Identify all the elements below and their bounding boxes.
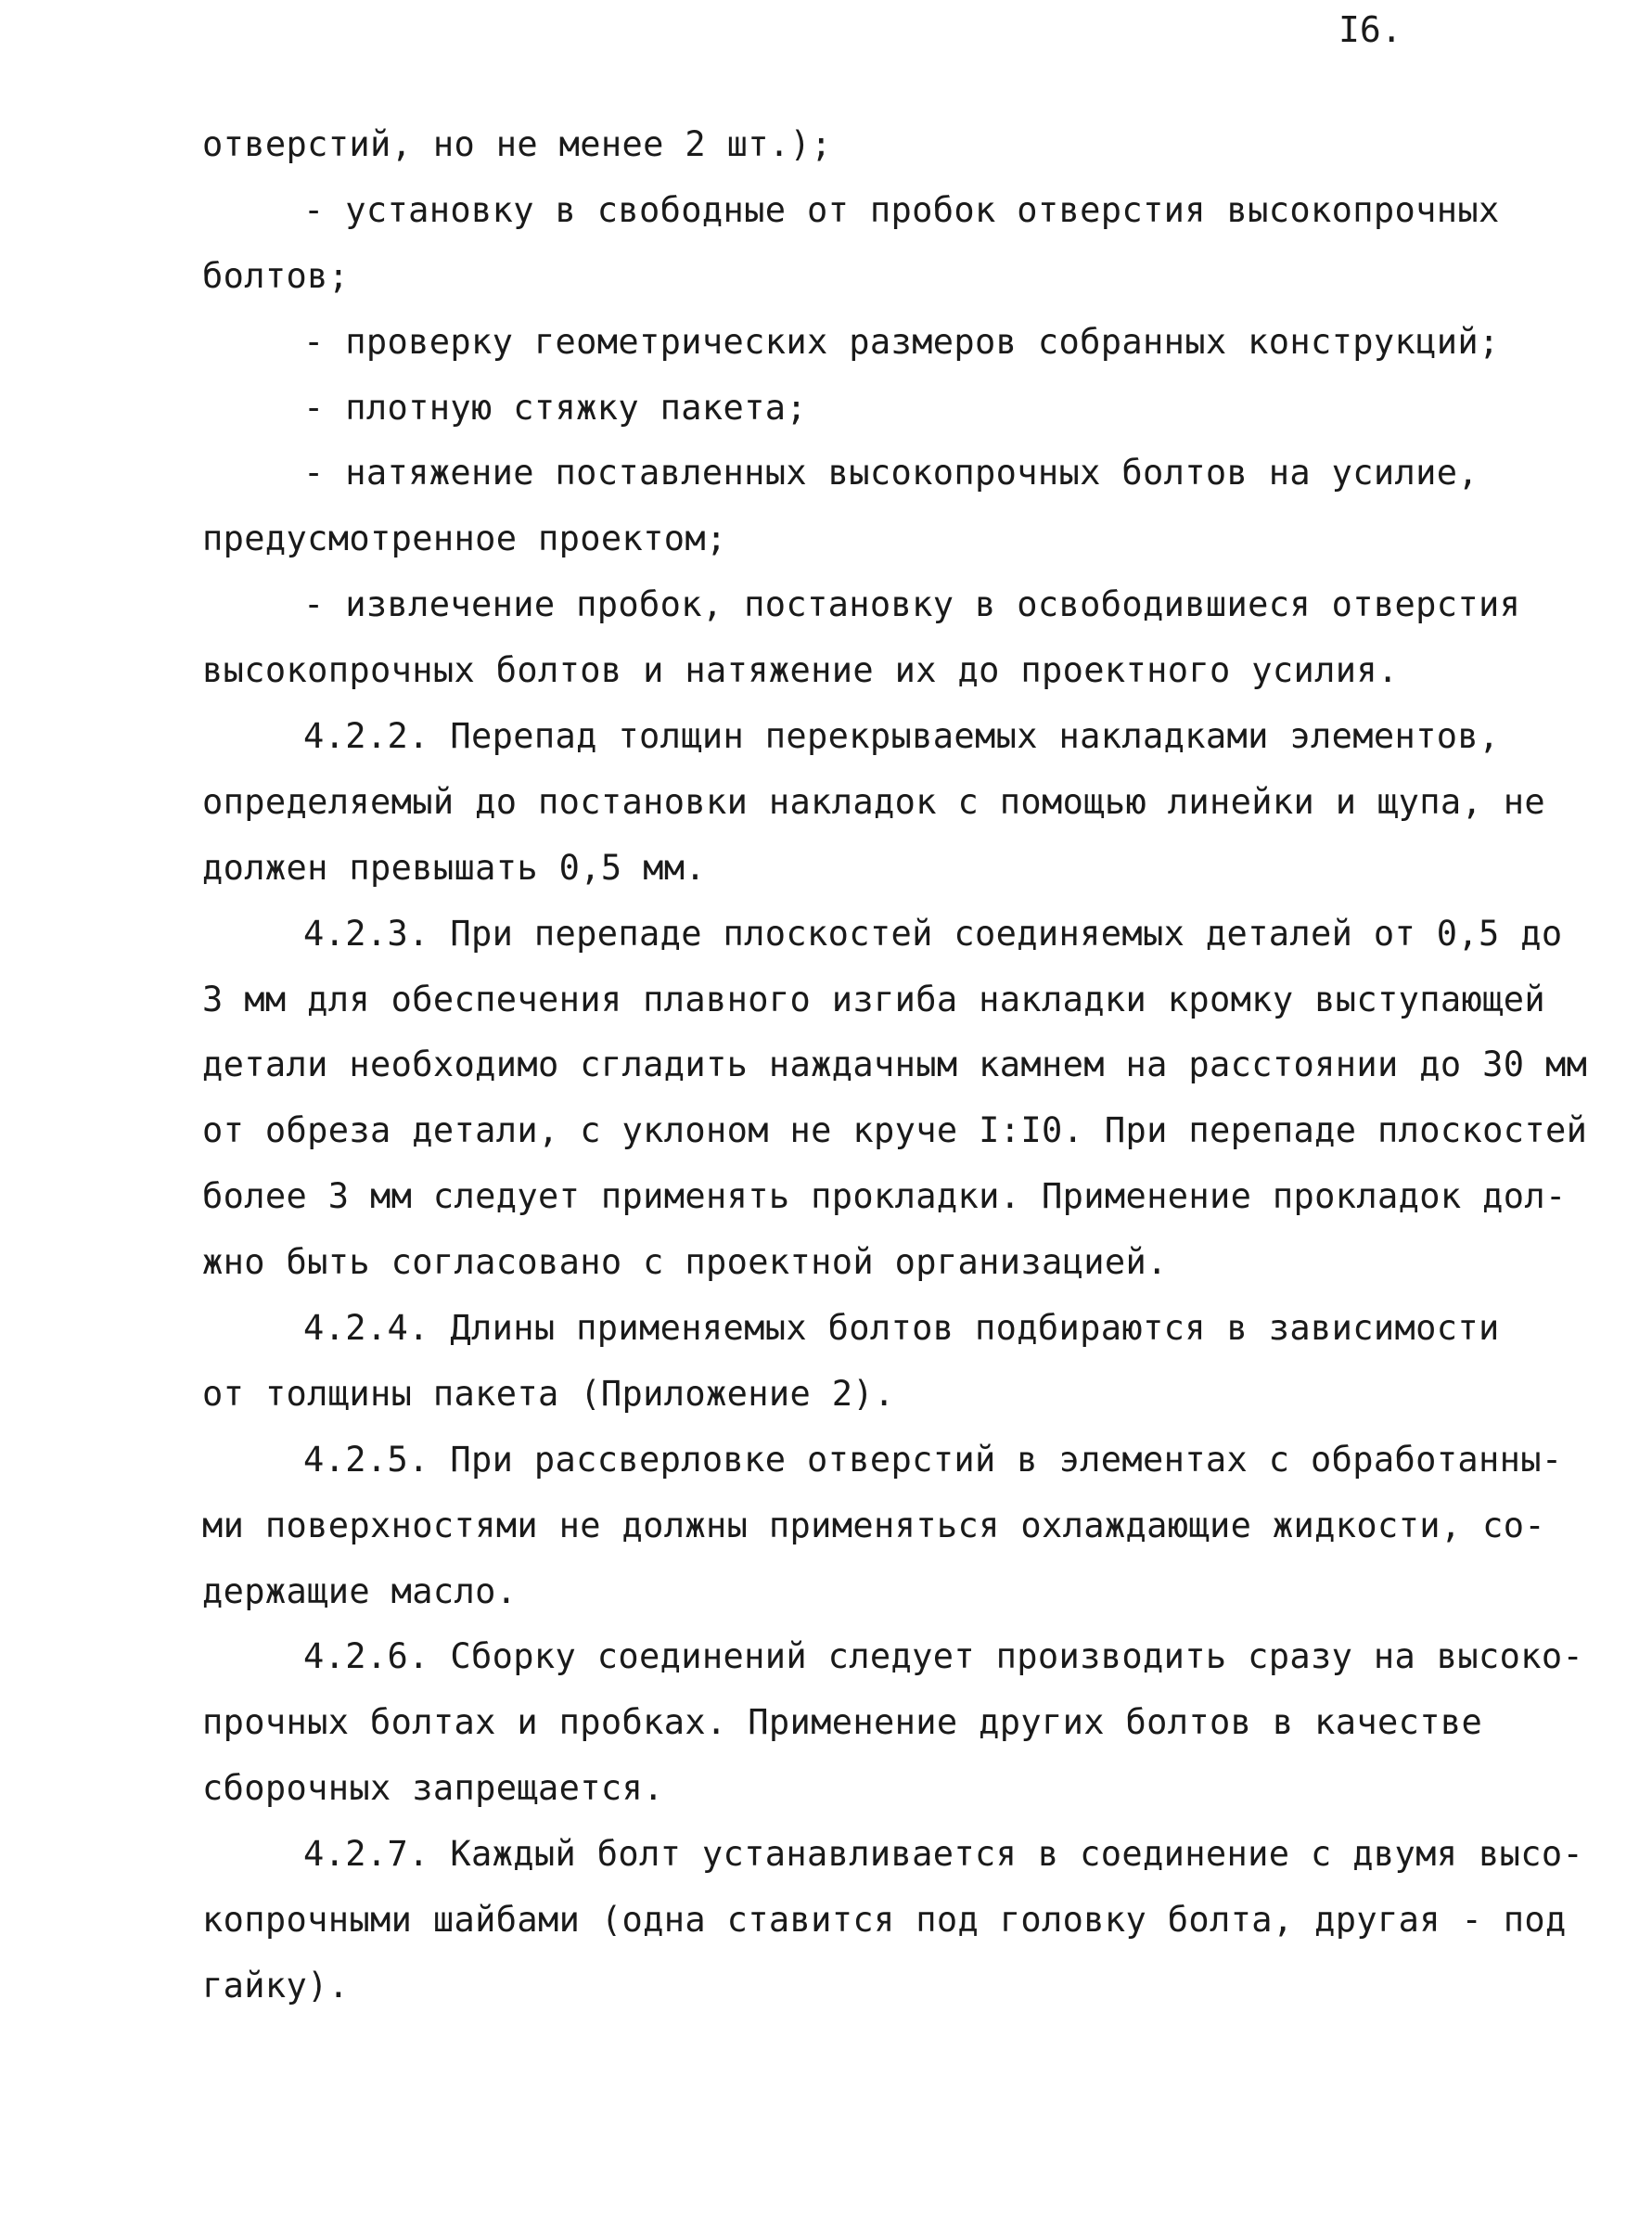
text-line: прочных болтах и пробках. Применение других болтов в качестве xyxy=(202,1702,1483,1743)
text-line: ми поверхностями не должны применяться охлаждающие жидкости, со- xyxy=(202,1505,1546,1545)
text-line: от толщины пакета (Приложение 2). xyxy=(202,1373,895,1414)
text-line: предусмотренное проектом; xyxy=(202,519,727,559)
text-line: гайку). xyxy=(202,1965,350,2006)
text-line: 4.2.6. Сборку соединений следует производить сразу на высоко- xyxy=(303,1636,1584,1677)
text-line: - плотную стяжку пакета; xyxy=(303,387,808,428)
document-body xyxy=(202,112,1588,2019)
text-line: должен превышать 0,5 мм. xyxy=(202,847,707,888)
text-line: определяемый до постановки накладок с помощью линейки и щупа, не xyxy=(202,781,1546,822)
text-line: более 3 мм следует применять прокладки. Применение прокладок дол- xyxy=(202,1176,1567,1217)
text-line: высокопрочных болтов и натяжение их до проектного усилия. xyxy=(202,650,1399,691)
text-line: - установку в свободные от пробок отверстия высокопрочных xyxy=(303,189,1500,230)
page-number: I6. xyxy=(1338,9,1402,50)
text-line: детали необходимо сгладить наждачным камнем на расстоянии до 30 мм xyxy=(202,1045,1588,1085)
text-line: - извлечение пробок, постановку в освободившиеся отверстия xyxy=(303,584,1521,625)
text-line: 4.2.4. Длины применяемых болтов подбираются в зависимости xyxy=(303,1308,1500,1349)
text-line: болтов; xyxy=(202,255,350,296)
text-line: 4.2.5. При рассверловке отверстий в элементах с обработанны- xyxy=(303,1439,1563,1480)
text-line: 4.2.2. Перепад толщин перекрываемых накладками элементов, xyxy=(303,716,1500,757)
text-line: - натяжение поставленных высокопрочных болтов на усилие, xyxy=(303,453,1479,493)
text-line: держащие масло. xyxy=(202,1570,518,1611)
text-line: от обреза детали, с уклоном не круче I:I0. При перепаде плоскостей xyxy=(202,1110,1588,1151)
text-line: 4.2.7. Каждый болт устанавливается в соединение с двумя высо- xyxy=(303,1834,1584,1875)
text-line: 4.2.3. При перепаде плоскостей соединяемых деталей от 0,5 до xyxy=(303,913,1563,954)
text-line: 3 мм для обеспечения плавного изгиба накладки кромку выступающей xyxy=(202,979,1546,1019)
text-line: отверстий, но не менее 2 шт.); xyxy=(202,124,832,164)
text-line: - проверку геометрических размеров собранных конструкций; xyxy=(303,321,1500,362)
text-line: копрочными шайбами (одна ставится под головку болта, другая - под xyxy=(202,1900,1567,1941)
text-line: жно быть согласовано с проектной организацией. xyxy=(202,1242,1168,1283)
text-line: сборочных запрещается. xyxy=(202,1768,664,1809)
